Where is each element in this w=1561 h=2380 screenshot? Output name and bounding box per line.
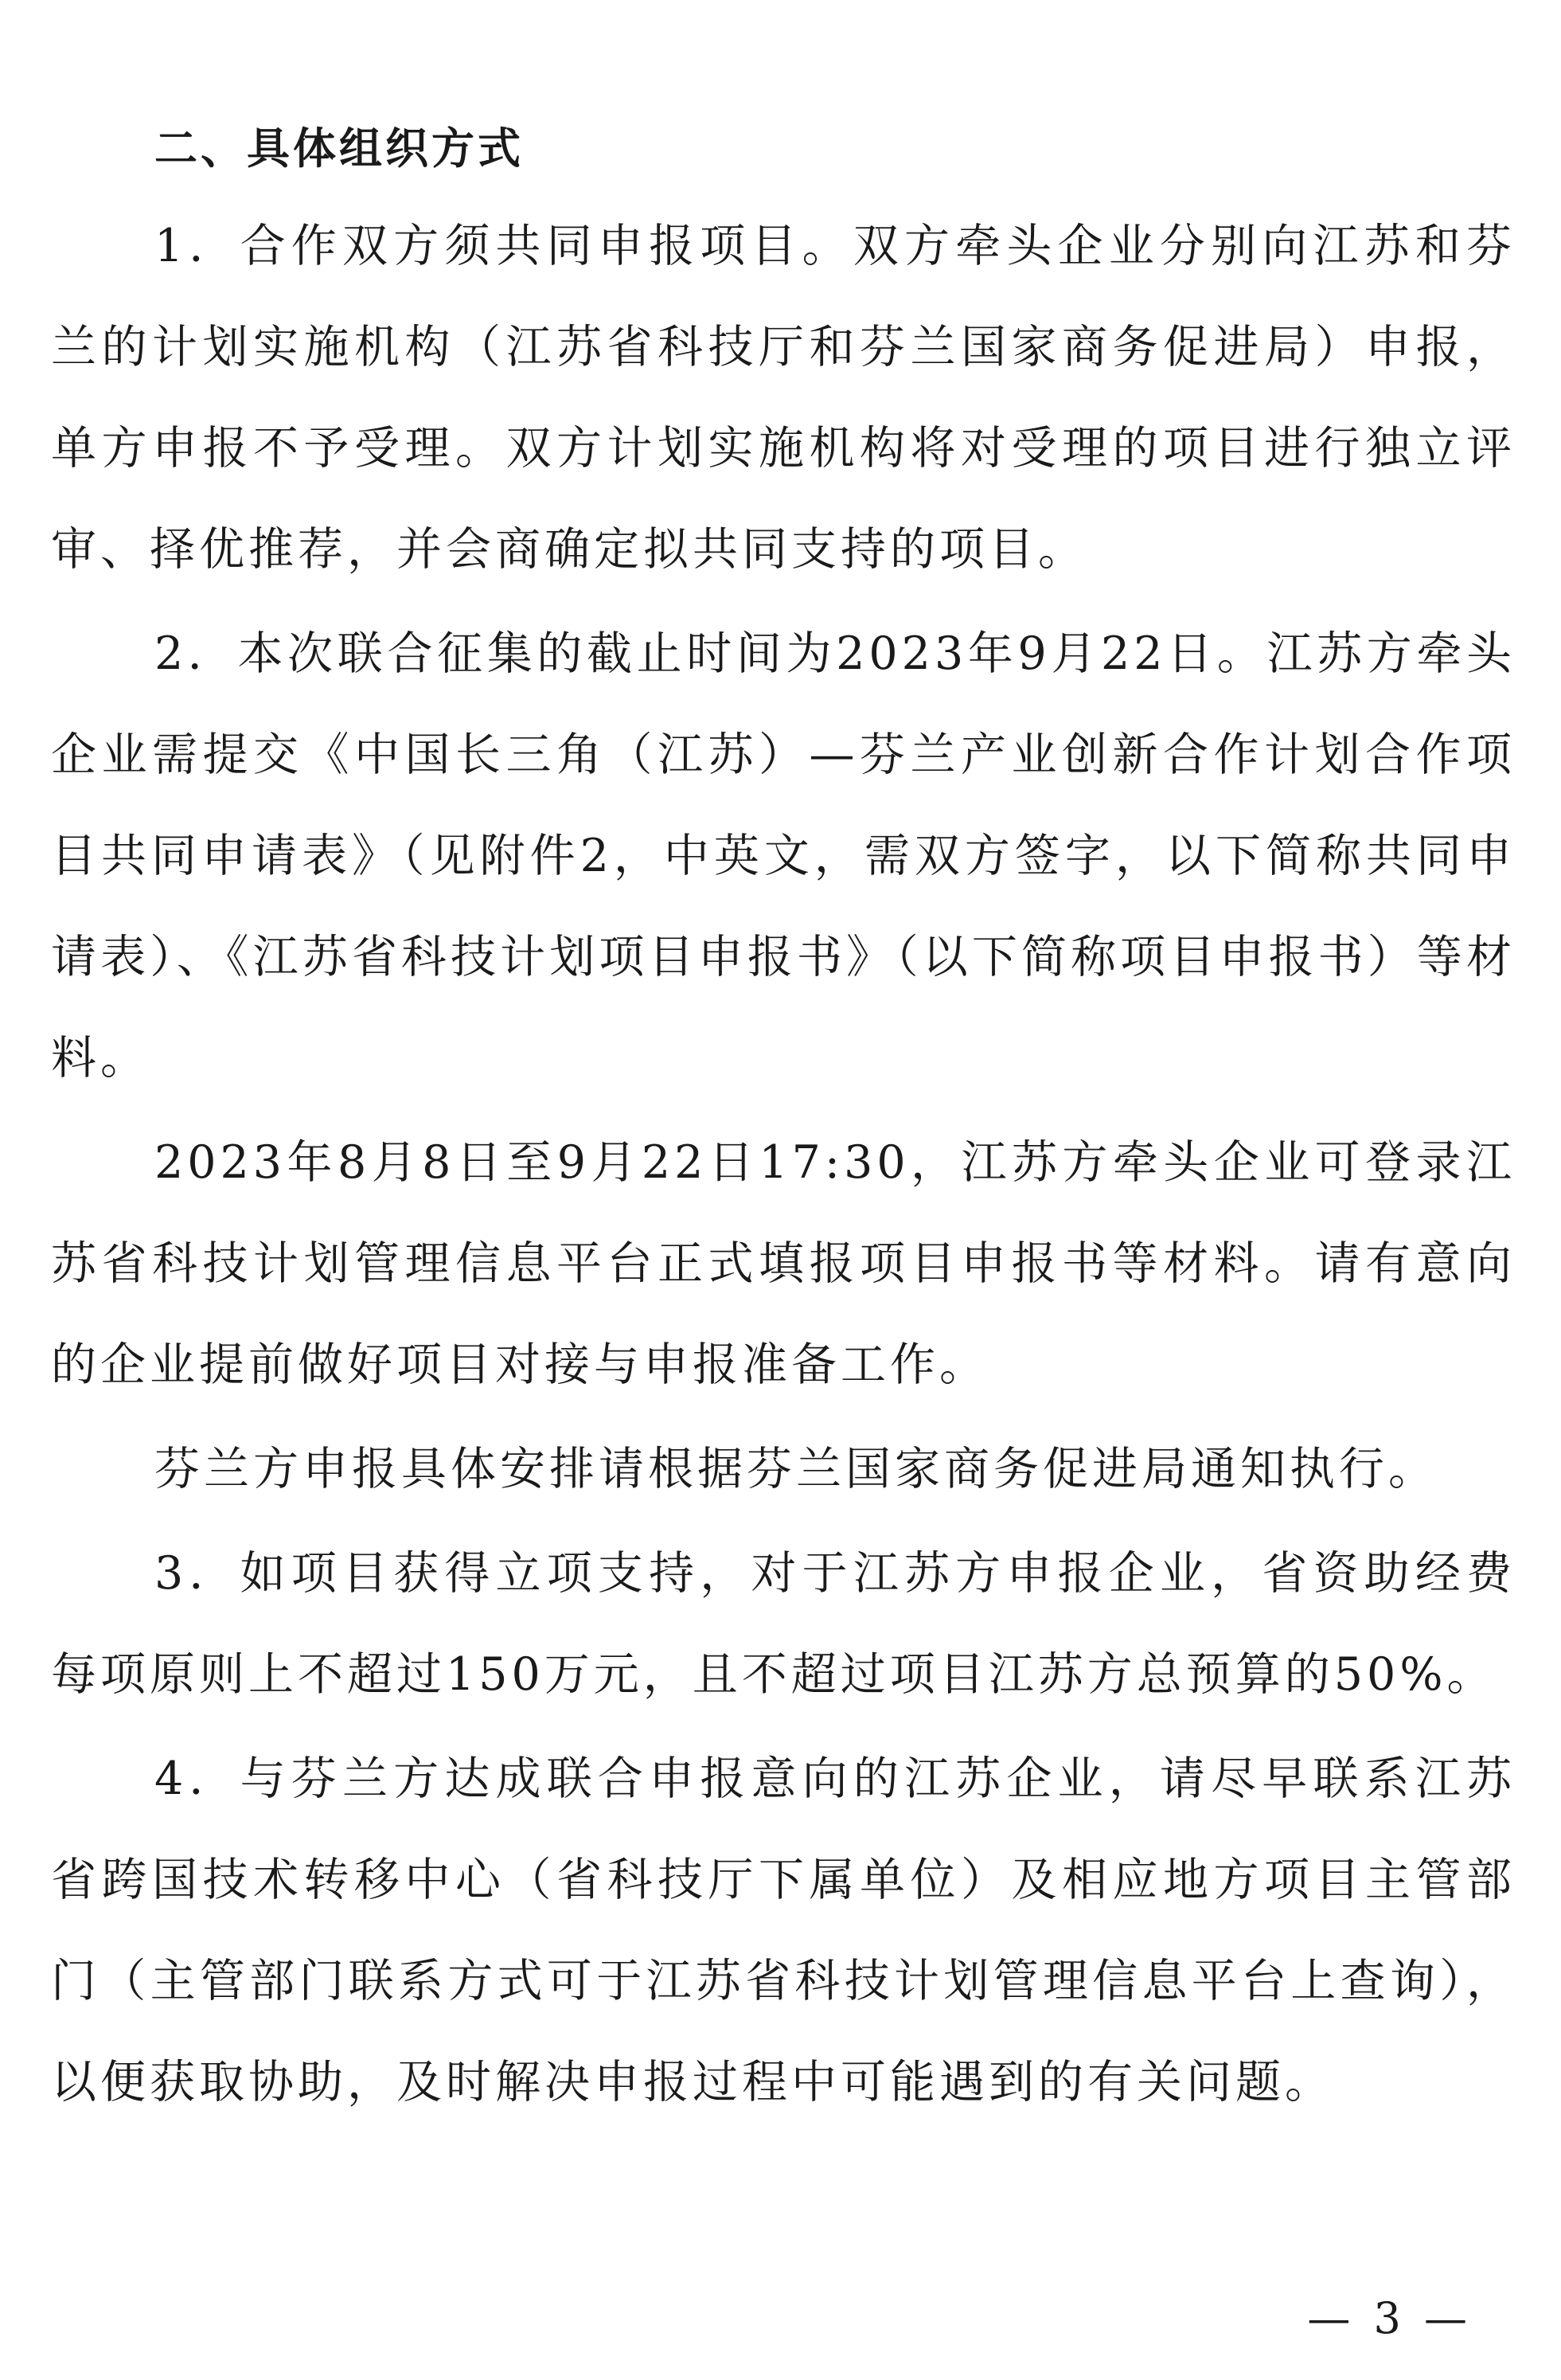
paragraph-item-1: 1．合作双方须共同申报项目。双方牵头企业分别向江苏和芬兰的计划实施机构（江苏省科技厅和芬兰国家商务促进局）申报，单方申报不予受理。双方计划实施机构将对受理的项目进行独立评审、择优推荐，并会商确定拟共同支持的项目。 bbox=[51, 220, 1516, 576]
paragraph-submission-period: 2023年8月8日至9月22日17:30，江苏方牵头企业可登录江苏省科技计划管理信息平台正式填报项目申报书等材料。请有意向的企业提前做好项目对接与申报准备工作。 bbox=[51, 1136, 1516, 1391]
section-heading: 二、具体组织方式 bbox=[154, 123, 524, 174]
paragraph-item-2: 2．本次联合征集的截止时间为2023年9月22日。江苏方牵头企业需提交《中国长三角（江苏）—芬兰产业创新合作计划合作项目共同申请表》（见附件2，中英文，需双方签字，以下简称共同申请表）、《江苏省科技计划项目申报书》（以下简称项目申报书）等材料。 bbox=[51, 627, 1516, 1084]
paragraph-finland-arrangement: 芬兰方申报具体安排请根据芬兰国家商务促进局通知执行。 bbox=[154, 1443, 1438, 1495]
paragraph-item-3: 3．如项目获得立项支持，对于江苏方申报企业，省资助经费每项原则上不超过150万元，且不超过项目江苏方总预算的50%。 bbox=[51, 1547, 1516, 1701]
page-number: — 3 — bbox=[1307, 2293, 1472, 2343]
paragraph-item-4: 4．与芬兰方达成联合申报意向的江苏企业，请尽早联系江苏省跨国技术转移中心（省科技厅下属单位）及相应地方项目主管部门（主管部门联系方式可于江苏省科技计划管理信息平台上查询），以便获取协助，及时解决申报过程中可能遇到的有关问题。 bbox=[51, 1753, 1516, 2108]
document-page bbox=[51, 119, 1516, 2136]
